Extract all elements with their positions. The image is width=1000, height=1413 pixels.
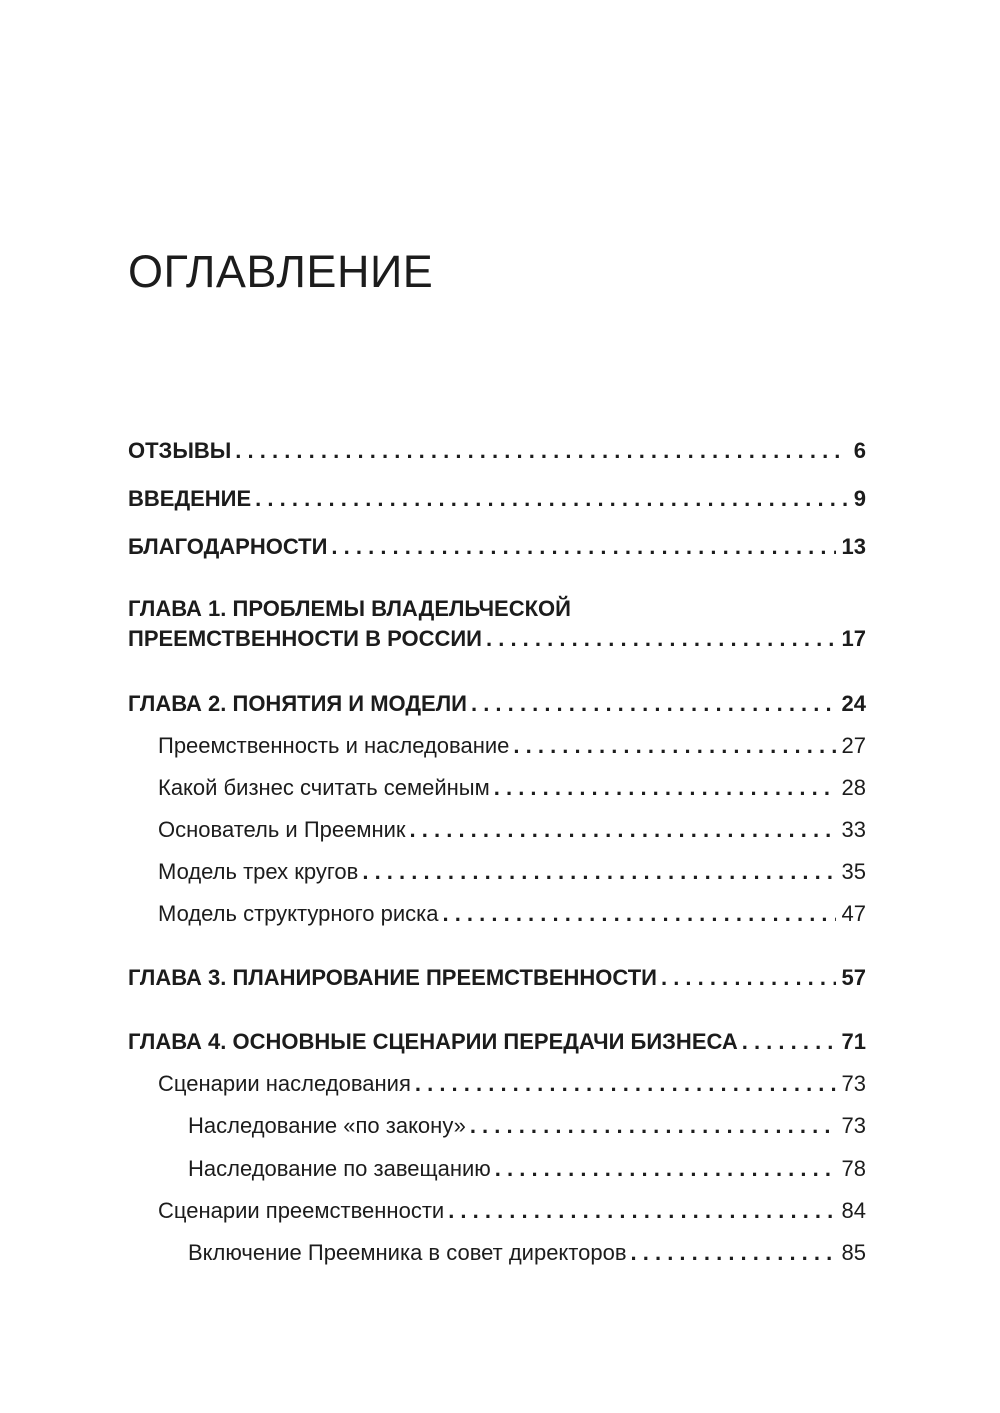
- dot-leader: [513, 731, 835, 761]
- toc-page-number: 35: [841, 859, 866, 884]
- dot-leader: [631, 1238, 836, 1268]
- toc-entry-label: ОТЗЫВЫ: [128, 438, 232, 463]
- dot-leader: [331, 532, 835, 562]
- dot-leader: [448, 1196, 835, 1226]
- toc-page-number: 28: [841, 775, 866, 800]
- toc-entry-label: Сценарии преемственности: [158, 1198, 445, 1223]
- toc-entry-label: Преемственность и наследование: [158, 733, 510, 758]
- toc-page-number: 17: [841, 626, 866, 651]
- toc-page-number: 85: [841, 1240, 866, 1265]
- dot-leader: [362, 857, 835, 887]
- toc-entry-label: ВВЕДЕНИЕ: [128, 486, 252, 511]
- toc-entry-chapter-1[interactable]: [128, 596, 866, 654]
- toc-entry-three-circles-model[interactable]: [158, 857, 866, 887]
- dot-leader: [471, 689, 836, 719]
- toc-entry-family-business[interactable]: [158, 773, 866, 803]
- toc-page-number: 57: [841, 965, 866, 990]
- toc-entry-label: БЛАГОДАРНОСТИ: [128, 534, 328, 559]
- toc-entry-label: ГЛАВА 2. ПОНЯТИЯ И МОДЕЛИ: [128, 691, 467, 716]
- dot-leader: [661, 963, 836, 993]
- dot-leader: [442, 899, 835, 929]
- page-title: ОГЛАВЛЕНИЕ: [128, 246, 434, 297]
- toc-page-number: 27: [841, 733, 866, 758]
- dot-leader: [235, 436, 847, 466]
- toc-page-number: 73: [841, 1071, 866, 1096]
- toc-page-number: 6: [853, 438, 866, 463]
- dot-leader: [255, 484, 848, 514]
- toc-entry-acknowledgements[interactable]: [128, 532, 866, 562]
- toc-page-number: 71: [841, 1029, 866, 1054]
- toc-page-number: 24: [841, 691, 866, 716]
- toc-entry-successor-on-board[interactable]: [188, 1238, 866, 1268]
- toc-entry-reviews[interactable]: [128, 436, 866, 466]
- dot-leader: [415, 1069, 836, 1099]
- toc-entry-label: Наследование по завещанию: [188, 1156, 491, 1181]
- toc-entry-label-line1: ГЛАВА 1. ПРОБЛЕМЫ ВЛАДЕЛЬЧЕСКОЙ: [128, 596, 571, 621]
- toc-page-number: 33: [841, 817, 866, 842]
- toc-entry-chapter-2[interactable]: [128, 689, 866, 719]
- toc-entry-label: Наследование «по закону»: [188, 1113, 466, 1138]
- toc-page-number: 78: [841, 1156, 866, 1181]
- toc-page-number: 47: [841, 901, 866, 926]
- toc-entry-label: Модель трех кругов: [158, 859, 359, 884]
- toc-entry-inheritance-by-law[interactable]: [188, 1111, 866, 1141]
- toc-entry-label: Сценарии наследования: [158, 1071, 411, 1096]
- toc-entry-structural-risk-model[interactable]: [158, 899, 866, 929]
- toc-entry-label: Включение Преемника в совет директоров: [188, 1240, 627, 1265]
- toc-entry-founder-and-successor[interactable]: [158, 815, 866, 845]
- toc-page-number: 9: [853, 486, 866, 511]
- toc-page-number: 84: [841, 1198, 866, 1223]
- toc-entry-succession-and-inheritance[interactable]: [158, 731, 866, 761]
- dot-leader: [742, 1027, 836, 1057]
- toc-entry-label: ПРЕЕМСТВЕННОСТИ В РОССИИ: [128, 626, 482, 651]
- toc-entry-label: Модель структурного риска: [158, 901, 439, 926]
- dot-leader: [495, 1154, 836, 1184]
- toc-entry-succession-scenarios[interactable]: [158, 1196, 866, 1226]
- dot-leader: [410, 815, 836, 845]
- toc-entry-chapter-3[interactable]: [128, 963, 866, 993]
- toc-entry-label: ГЛАВА 4. ОСНОВНЫЕ СЦЕНАРИИ ПЕРЕДАЧИ БИЗНЕСА: [128, 1029, 738, 1054]
- toc-entry-label: Какой бизнес считать семейным: [158, 775, 490, 800]
- toc-page-number: 13: [841, 534, 866, 559]
- toc-entry-label: Основатель и Преемник: [158, 817, 406, 842]
- toc-entry-chapter-4[interactable]: [128, 1027, 866, 1057]
- toc-entry-label: ГЛАВА 3. ПЛАНИРОВАНИЕ ПРЕЕМСТВЕННОСТИ: [128, 965, 657, 990]
- dot-leader: [486, 624, 836, 654]
- dot-leader: [470, 1111, 836, 1141]
- dot-leader: [494, 773, 836, 803]
- toc-entry-inheritance-by-will[interactable]: [188, 1154, 866, 1184]
- toc-entry-inheritance-scenarios[interactable]: [158, 1069, 866, 1099]
- toc-entry-introduction[interactable]: [128, 484, 866, 514]
- toc-page-number: 73: [841, 1113, 866, 1138]
